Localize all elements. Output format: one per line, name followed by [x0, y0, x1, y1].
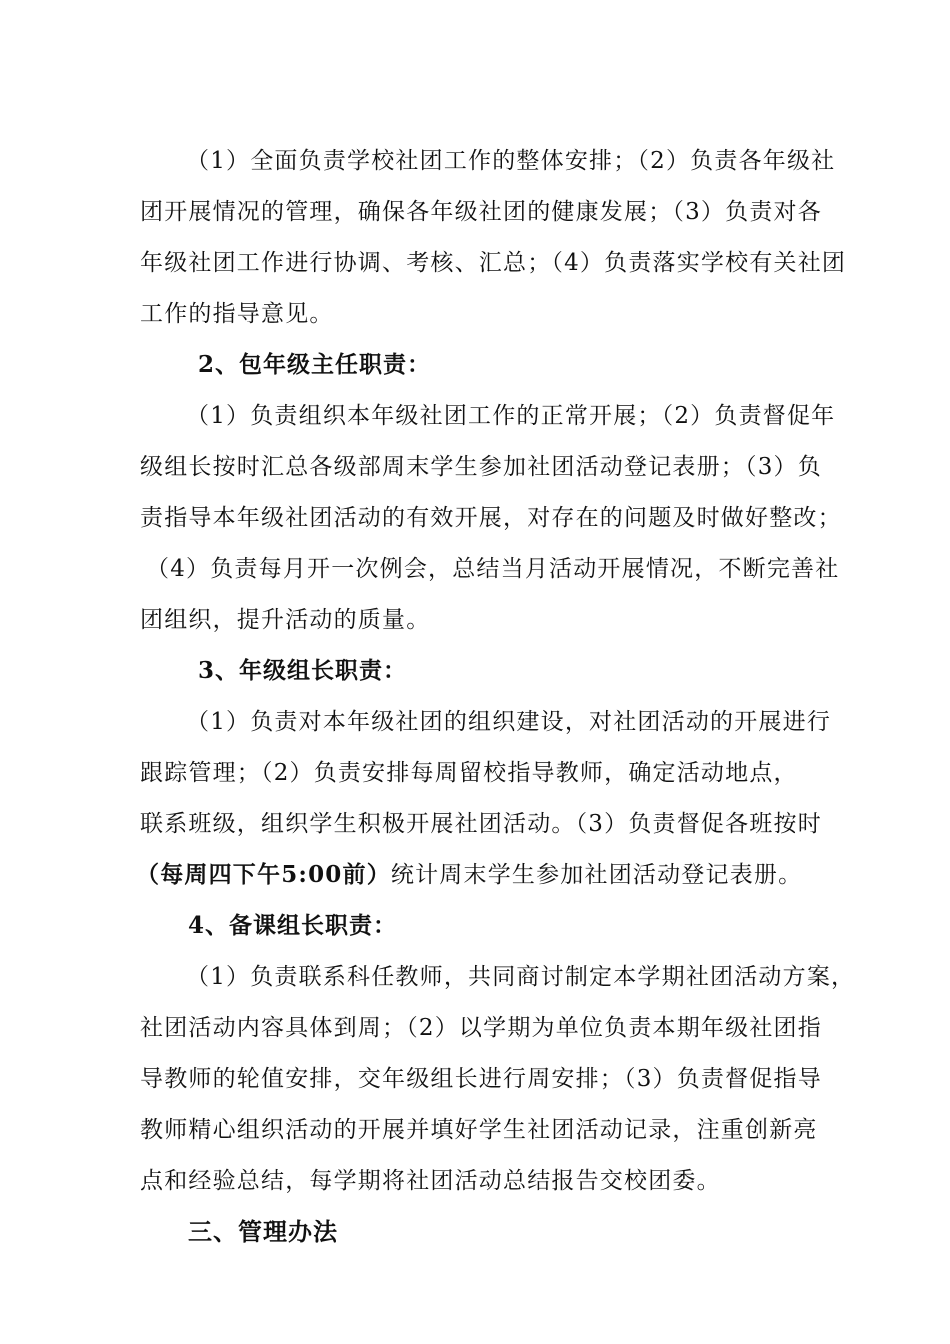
section5-heading: 三、管理办法 — [188, 1217, 338, 1246]
section4-line-5: 点和经验总结，每学期将社团活动总结报告交校团委。 — [140, 1168, 721, 1194]
section3-heading: 3、年级组长职责： — [198, 657, 408, 684]
section3-deadline-bold: （每周四下午5:00前） — [136, 861, 391, 888]
section1-line-4: 工作的指导意见。 — [140, 301, 334, 327]
section2-heading: 2、包年级主任职责： — [198, 351, 432, 378]
section2-line-1: （1）负责组织本年级社团工作的正常开展；（2）负责督促年 — [186, 403, 836, 429]
section4-heading: 4、备课组长职责： — [188, 912, 398, 939]
section1-line-3: 年级社团工作进行协调、考核、汇总；（4）负责落实学校有关社团 — [140, 250, 847, 276]
section4-line-2: 社团活动内容具体到周；（2）以学期为单位负责本期年级社团指 — [140, 1015, 822, 1041]
section3-line-3: 联系班级，组织学生积极开展社团活动。（3）负责督促各班按时 — [140, 811, 822, 837]
section2-line-5: 团组织，提升活动的质量。 — [140, 607, 431, 633]
section1-line-2: 团开展情况的管理，确保各年级社团的健康发展；（3）负责对各 — [140, 199, 822, 225]
section2-line-4: （4）负责每月开一次例会，总结当月活动开展情况，不断完善社 — [146, 556, 840, 582]
section2-line-2: 级组长按时汇总各级部周末学生参加社团活动登记表册；（3）负 — [140, 454, 822, 480]
section4-line-1: （1）负责联系科任教师，共同商讨制定本学期社团活动方案， — [186, 964, 856, 990]
section4-line-4: 教师精心组织活动的开展并填好学生社团活动记录，注重创新亮 — [140, 1117, 818, 1143]
section3-line-1: （1）负责对本年级社团的组织建设，对社团活动的开展进行 — [186, 709, 832, 735]
section3-line-2: 跟踪管理；（2）负责安排每周留校指导教师，确定活动地点， — [140, 760, 798, 786]
section4-line-3: 导教师的轮值安排，交年级组长进行周安排；（3）负责督促指导 — [140, 1066, 822, 1092]
section3-line-4 — [136, 860, 856, 890]
section1-line-1: （1）全面负责学校社团工作的整体安排；（2）负责各年级社 — [186, 148, 836, 174]
section3-line-4-rest: 统计周末学生参加社团活动登记表册。 — [390, 862, 803, 888]
section2-line-3: 责指导本年级社团活动的有效开展，对存在的问题及时做好整改； — [140, 505, 842, 531]
